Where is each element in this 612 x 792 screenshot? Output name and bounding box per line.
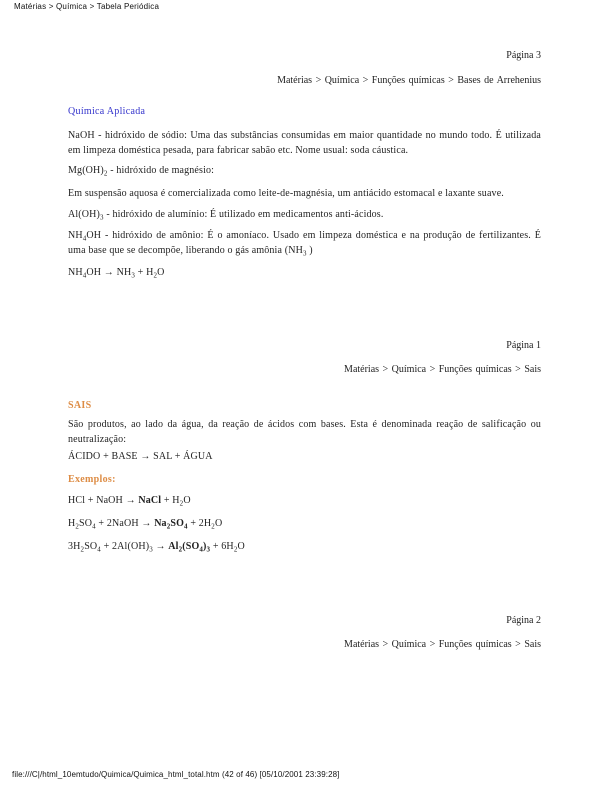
print-header-breadcrumb: Matérias > Química > Tabela Periódica: [14, 2, 160, 11]
page-number: Página 3: [506, 50, 541, 61]
equation-nh4oh-decomposicao: $NH_4OH \to NH_3 + H_2O$: [68, 267, 165, 280]
breadcrumb: Matérias > Química > Funções químicas > Sais: [344, 364, 541, 375]
paragraph-mgoh2: $Mg(OH)_2$ - hidróxido de magnésio:: [68, 165, 215, 178]
equation-acido-base: ÁCIDO + BASE → SAL + ÁGUA: [68, 451, 213, 462]
section-heading-sais: SAIS: [68, 400, 92, 411]
page-number: Página 2: [506, 615, 541, 626]
section-heading-quimica-aplicada: Química Aplicada: [68, 106, 146, 117]
paragraph-sais-definicao: São produtos, ao lado da água, da reação de ácidos com bases. Esta é denominada reação de salificação ou neutralização:: [68, 419, 541, 445]
page-number: Página 1: [506, 340, 541, 351]
equation-h2so4-aloh3: $3H_2SO_4 + 2Al(OH)_3 \to Al_2(SO_4)_3 + 6H_2O$: [68, 541, 245, 554]
equation-hcl-naoh: HCl + NaOH → NaCl + $H_2O$: [68, 495, 191, 508]
paragraph-aloh3: $Al(OH)_3$ - hidróxido de alumínio: É utilizado em medicamentos anti-ácidos.: [68, 209, 384, 222]
section-heading-exemplos: Exemplos:: [68, 474, 116, 485]
equation-h2so4-naoh: $H_2SO_4$ + 2NaOH → $Na_2SO_4 + 2H_2O$: [68, 518, 223, 531]
breadcrumb: Matérias > Química > Funções químicas > Bases de Arrehenius: [277, 75, 541, 86]
breadcrumb: Matérias > Química > Funções químicas > Sais: [344, 639, 541, 650]
paragraph-nh4oh: $NH_4OH$ - hidróxido de amônio: É o amoníaco. Usado em limpeza doméstica e na produção de fertilizantes. É uma base que se decompõe, liberando o gás amônia ($NH_3$ ): [68, 230, 541, 257]
print-footer-file-url: file:///C|/html_10emtudo/Quimica/Quimica_html_total.htm (42 of 46) [05/10/2001 23:39:28]: [12, 770, 340, 779]
paragraph-leite-de-magnesia: Em suspensão aquosa é comercializada como leite-de-magnésia, um antiácido estomacal e laxante suave.: [68, 188, 504, 199]
paragraph-naoh: NaOH - hidróxido de sódio: Uma das substâncias consumidas em maior quantidade no mundo todo. É utilizada em limpeza doméstica pesada, para fabricar sabão etc. Nome usual: soda cáustica.: [68, 130, 541, 156]
